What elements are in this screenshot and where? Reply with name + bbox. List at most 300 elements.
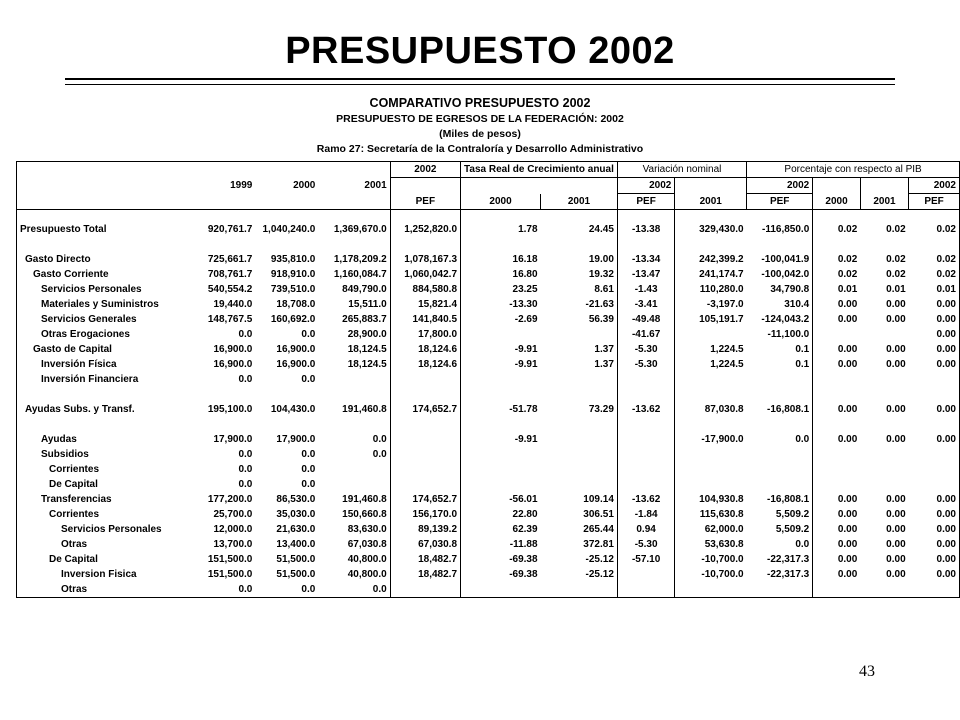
table-units: (Miles de pesos) — [439, 128, 521, 140]
table-cell: 739,510.0 — [270, 284, 316, 295]
row-label: Ayudas — [17, 432, 185, 447]
table-cell: -13.38 — [617, 222, 674, 237]
table-cell: 0.00 — [909, 402, 960, 417]
table-cell: 0.00 — [886, 524, 906, 535]
table-cell: 0.00 — [886, 509, 906, 520]
table-cell: 849,790.0 — [318, 282, 390, 297]
table-cell: 0.0 — [747, 537, 813, 552]
title-rule-thick — [65, 78, 895, 80]
header-2000: 2000 — [293, 180, 316, 191]
table-cell: 0.0 — [238, 329, 253, 340]
table-cell: 0.00 — [909, 537, 960, 552]
table-cell: 0.00 — [837, 509, 858, 520]
table-cell: 1.78 — [518, 224, 538, 235]
table-cell: 0.00 — [886, 434, 906, 445]
table-cell: 1,252,820.0 — [390, 222, 460, 237]
spacer-cell — [909, 417, 960, 432]
row-label: Inversión Física — [17, 357, 185, 372]
table-cell: 0.00 — [909, 552, 960, 567]
table-cell: 25,700.0 — [213, 509, 253, 520]
table-cell: -5.30 — [617, 537, 674, 552]
spacer-cell — [860, 387, 908, 402]
table-cell: 174,652.7 — [390, 402, 460, 417]
row-label: Servicios Personales — [17, 522, 185, 537]
table-row — [17, 342, 960, 357]
header-pib-2000: 2000 — [813, 194, 861, 210]
table-cell: 0.00 — [837, 314, 858, 325]
table-cell: -9.91 — [514, 434, 538, 445]
table-cell: 109.14 — [541, 492, 618, 507]
table-cell — [909, 462, 960, 477]
table-cell: 191,460.8 — [318, 492, 390, 507]
row-label: Otras Erogaciones — [17, 327, 185, 342]
row-label: Gasto de Capital — [17, 342, 185, 357]
table-cell: -41.67 — [617, 327, 674, 342]
table-cell: 16,900.0 — [276, 359, 316, 370]
row-label: Servicios Generales — [17, 312, 185, 327]
table-cell: 0.00 — [837, 299, 858, 310]
table-cell: 0.02 — [909, 267, 960, 282]
table-cell: 540,554.2 — [207, 284, 253, 295]
table-cell — [318, 462, 390, 477]
table-row — [17, 567, 960, 582]
row-label: Gasto Directo — [17, 252, 185, 267]
table-cell: -3.41 — [617, 297, 674, 312]
spacer-cell — [255, 237, 318, 252]
table-cell: 87,030.8 — [704, 404, 744, 415]
table-cell — [675, 582, 747, 598]
table-cell: 156,170.0 — [390, 507, 460, 522]
table-cell: 0.00 — [886, 359, 906, 370]
row-label: De Capital — [17, 477, 185, 492]
table-cell: 22.80 — [512, 509, 538, 520]
table-cell — [747, 582, 813, 598]
row-label: Gasto Corriente — [17, 267, 185, 282]
table-cell: -21.63 — [541, 297, 618, 312]
table-cell: 0.0 — [238, 479, 253, 490]
table-cell — [390, 432, 460, 447]
table-cell: 329,430.0 — [699, 224, 744, 235]
table-cell — [747, 477, 813, 492]
table-cell — [390, 477, 460, 492]
table-cell: 1,224.5 — [710, 344, 744, 355]
header-var-2002: 2002 — [747, 178, 813, 194]
row-label: Inversión Financiera — [17, 372, 185, 387]
table-cell: 0.00 — [837, 539, 858, 550]
table-cell: 18,124.5 — [318, 342, 390, 357]
table-row — [17, 312, 960, 327]
table-cell: 0.01 — [909, 282, 960, 297]
table-cell: 151,500.0 — [207, 569, 253, 580]
table-cell: 0.00 — [886, 569, 906, 580]
table-cell — [541, 372, 618, 387]
table-cell — [318, 477, 390, 492]
table-cell: 0.00 — [886, 539, 906, 550]
table-cell: 19.32 — [541, 267, 618, 282]
header-2001: 2001 — [318, 178, 390, 194]
row-label: De Capital — [17, 552, 185, 567]
spacer-cell — [318, 237, 390, 252]
table-cell: 0.00 — [837, 434, 858, 445]
spacer-cell — [675, 387, 747, 402]
header-2002: 2002 — [390, 162, 460, 178]
table-cell: 0.02 — [909, 252, 960, 267]
table-cell: 0.0 — [318, 582, 390, 598]
spacer-cell — [617, 237, 674, 252]
row-label: Transferencias — [17, 492, 185, 507]
spacer-cell — [541, 387, 618, 402]
table-cell: -13.62 — [617, 402, 674, 417]
header-pib-2001: 2001 — [860, 194, 908, 210]
table-cell: 174,652.7 — [390, 492, 460, 507]
spacer-cell — [461, 417, 541, 432]
table-cell: 935,810.0 — [270, 254, 316, 265]
table-cell: 17,900.0 — [276, 434, 316, 445]
spacer-cell — [390, 237, 460, 252]
table-cell: 725,661.7 — [207, 254, 253, 265]
table-row — [17, 372, 960, 387]
table-cell: 0.00 — [837, 569, 858, 580]
table-cell — [860, 447, 908, 462]
table-cell: 67,030.8 — [318, 537, 390, 552]
table-cell: 191,460.8 — [318, 402, 390, 417]
table-cell: 115,630.8 — [699, 509, 744, 520]
table-cell: 40,800.0 — [318, 567, 390, 582]
table-cell: 18,482.7 — [390, 567, 460, 582]
table-cell: 0.0 — [238, 464, 253, 475]
table-cell — [461, 372, 541, 387]
table-cell: 17,900.0 — [213, 434, 253, 445]
table-cell: 0.00 — [837, 494, 858, 505]
table-cell: 0.02 — [886, 224, 906, 235]
table-cell: 0.00 — [886, 314, 906, 325]
table-row — [17, 297, 960, 312]
table-row — [17, 357, 960, 372]
spacer-cell — [17, 387, 185, 402]
table-cell: 372.81 — [541, 537, 618, 552]
table-row — [17, 222, 960, 237]
spacer-cell — [860, 417, 908, 432]
spacer-cell — [541, 237, 618, 252]
table-cell — [675, 447, 747, 462]
header-pef: PEF — [390, 194, 460, 210]
header-gap-row — [17, 210, 960, 223]
table-cell — [813, 372, 861, 387]
spacer-cell — [461, 237, 541, 252]
spacer-cell — [909, 237, 960, 252]
table-cell: 16,900.0 — [213, 359, 253, 370]
table-cell: -69.38 — [509, 569, 538, 580]
table-cell: 16.18 — [512, 254, 538, 265]
table-cell: 0.00 — [886, 299, 906, 310]
table-cell — [390, 447, 460, 462]
table-row — [17, 462, 960, 477]
header-1999: 1999 — [230, 180, 253, 191]
spacer-row — [17, 417, 960, 432]
row-label: Corrientes — [17, 507, 185, 522]
spacer-cell — [813, 387, 861, 402]
table-cell: -13.34 — [617, 252, 674, 267]
table-cell: 177,200.0 — [207, 494, 253, 505]
spacer-cell — [813, 237, 861, 252]
table-cell: -10,700.0 — [701, 569, 744, 580]
table-cell: -1.43 — [617, 282, 674, 297]
table-cell: 0.00 — [837, 344, 858, 355]
header-row-groups — [17, 162, 960, 178]
spacer-cell — [255, 387, 318, 402]
table-cell: 0.01 — [837, 284, 858, 295]
table-cell: 0.02 — [909, 222, 960, 237]
table-cell: 708,761.7 — [207, 269, 253, 280]
table-cell: -5.30 — [617, 342, 674, 357]
table-cell: 0.00 — [909, 312, 960, 327]
spacer-cell — [17, 417, 185, 432]
table-cell: 920,761.7 — [207, 224, 253, 235]
table-cell: 241,174.7 — [699, 269, 744, 280]
table-cell — [541, 462, 618, 477]
table-cell: 17,800.0 — [390, 327, 460, 342]
table-cell: -100,042.0 — [747, 267, 813, 282]
table-cell: 0.0 — [301, 464, 316, 475]
table-cell: 0.0 — [318, 432, 390, 447]
table-row — [17, 282, 960, 297]
slide-title: PRESUPUESTO 2002 — [285, 30, 675, 72]
table-cell: 0.00 — [909, 522, 960, 537]
table-cell: 19.00 — [541, 252, 618, 267]
header-row-years — [17, 178, 960, 194]
table-cell: 105,191.7 — [699, 314, 744, 325]
title-rule-thin — [65, 84, 895, 85]
header-tasa: Tasa Real de Crecimiento anual — [461, 162, 618, 178]
spacer-cell — [461, 387, 541, 402]
table-row — [17, 522, 960, 537]
table-cell: 0.00 — [886, 554, 906, 565]
table-row — [17, 507, 960, 522]
header-tasa-2000: 2000 — [461, 194, 541, 210]
row-label: Otras — [17, 537, 185, 552]
table-cell: 51,500.0 — [276, 554, 316, 565]
table-cell: 0.02 — [837, 269, 858, 280]
table-cell: -10,700.0 — [701, 554, 744, 565]
table-cell: 0.0 — [185, 582, 256, 598]
table-cell: 0.01 — [886, 284, 906, 295]
table-cell: -69.38 — [509, 554, 538, 565]
table-cell: 104,430.0 — [270, 404, 316, 415]
table-cell: 0.02 — [886, 269, 906, 280]
table-cell: 13,700.0 — [213, 539, 253, 550]
table-cell: 0.00 — [909, 492, 960, 507]
table-cell: -2.69 — [514, 314, 538, 325]
row-label: Servicios Personales — [17, 282, 185, 297]
table-cell — [541, 432, 618, 447]
table-row — [17, 432, 960, 447]
table-cell — [813, 582, 861, 598]
table-cell — [909, 372, 960, 387]
table-cell: 0.0 — [318, 447, 390, 462]
table-cell — [675, 462, 747, 477]
header-tasa-pef: PEF — [617, 194, 674, 210]
table-cell: 56.39 — [541, 312, 618, 327]
table-cell: -3,197.0 — [706, 299, 744, 310]
row-label: Ayudas Subs. y Transf. — [17, 402, 185, 417]
table-cell: 104,930.8 — [699, 494, 744, 505]
spacer-cell — [318, 417, 390, 432]
table-cell: 15,821.4 — [390, 297, 460, 312]
table-cell — [813, 462, 861, 477]
spacer-row — [17, 237, 960, 252]
table-cell — [813, 327, 861, 342]
table-cell: -100,041.9 — [747, 252, 813, 267]
table-cell — [617, 582, 674, 598]
table-cell: 19,440.0 — [213, 299, 253, 310]
table-cell: 1,224.5 — [710, 359, 744, 370]
table-cell — [860, 327, 908, 342]
spacer-cell — [909, 387, 960, 402]
table-cell: 18,708.0 — [276, 299, 316, 310]
table-cell — [461, 477, 541, 492]
table-cell — [813, 447, 861, 462]
table-cell: 18,124.5 — [318, 357, 390, 372]
table-cell: 35,030.0 — [276, 509, 316, 520]
table-cell: -17,900.0 — [701, 434, 744, 445]
table-cell: -5.30 — [617, 357, 674, 372]
table-cell: -51.78 — [509, 404, 538, 415]
table-cell: -1.84 — [617, 507, 674, 522]
table-cell: 160,692.0 — [270, 314, 316, 325]
table-cell: 0.0 — [747, 432, 813, 447]
table-cell: 5,509.2 — [747, 507, 813, 522]
row-label: Materiales y Suministros — [17, 297, 185, 312]
spacer-cell — [747, 237, 813, 252]
table-cell: 51,500.0 — [276, 569, 316, 580]
table-cell — [541, 447, 618, 462]
table-cell: -11.88 — [509, 539, 538, 550]
table-cell: -13.47 — [617, 267, 674, 282]
row-label: Otras — [17, 582, 185, 598]
table-cell: 0.00 — [909, 567, 960, 582]
table-cell — [461, 462, 541, 477]
table-heading: COMPARATIVO PRESUPUESTO 2002 — [369, 96, 591, 110]
table-cell: -49.48 — [617, 312, 674, 327]
table-cell: -13.62 — [617, 492, 674, 507]
header-var-2001: 2001 — [675, 194, 747, 210]
table-cell: 62,000.0 — [704, 524, 744, 535]
table-row — [17, 402, 960, 417]
table-cell: 0.00 — [909, 297, 960, 312]
spacer-cell — [860, 237, 908, 252]
table-cell: 16.80 — [512, 269, 538, 280]
header-variacion: Variación nominal — [617, 162, 746, 178]
table-cell: 0.0 — [301, 479, 316, 490]
table-cell: 16,900.0 — [276, 344, 316, 355]
spacer-cell — [675, 237, 747, 252]
table-cell: 0.0 — [255, 582, 318, 598]
header-row-sub — [17, 194, 960, 210]
table-cell — [617, 447, 674, 462]
table-cell: 0.00 — [837, 554, 858, 565]
table-cell: 0.1 — [747, 342, 813, 357]
table-cell: 0.02 — [837, 254, 858, 265]
table-cell — [747, 372, 813, 387]
table-cell — [747, 462, 813, 477]
table-cell: 265,883.7 — [318, 312, 390, 327]
table-cell: 884,580.8 — [390, 282, 460, 297]
table-cell: 0.00 — [909, 342, 960, 357]
spacer-cell — [541, 417, 618, 432]
table-cell: 18,124.6 — [390, 357, 460, 372]
spacer-cell — [617, 417, 674, 432]
table-cell: 15,511.0 — [318, 297, 390, 312]
table-cell: 1,060,042.7 — [390, 267, 460, 282]
table-cell: 141,840.5 — [390, 312, 460, 327]
table-cell: 0.00 — [909, 327, 960, 342]
table-cell: 0.0 — [238, 449, 253, 460]
spacer-cell — [617, 387, 674, 402]
page-number: 43 — [859, 663, 875, 680]
table-cell: 0.0 — [238, 374, 253, 385]
table-cell: 73.29 — [541, 402, 618, 417]
table-cell: 28,900.0 — [318, 327, 390, 342]
table-row — [17, 447, 960, 462]
header-tasa-2002: 2002 — [617, 178, 674, 194]
table-cell: 0.00 — [886, 404, 906, 415]
table-row — [17, 327, 960, 342]
table-cell: -13.30 — [509, 299, 538, 310]
table-row — [17, 492, 960, 507]
table-cell: 34,790.8 — [747, 282, 813, 297]
table-row — [17, 267, 960, 282]
table-cell: 5,509.2 — [747, 522, 813, 537]
table-cell — [747, 447, 813, 462]
table-subheading: PRESUPUESTO DE EGRESOS DE LA FEDERACIÓN: 2002 — [336, 113, 624, 125]
table-cell — [675, 477, 747, 492]
table-cell — [617, 372, 674, 387]
table-cell: 16,900.0 — [213, 344, 253, 355]
table-cell: 1,040,240.0 — [262, 224, 316, 235]
header-porcentaje: Porcentaje con respecto al PIB — [747, 162, 960, 178]
row-label: Corrientes — [17, 462, 185, 477]
table-cell — [675, 327, 747, 342]
table-cell — [813, 477, 861, 492]
table-cell — [461, 582, 541, 598]
spacer-cell — [185, 237, 256, 252]
table-row — [17, 252, 960, 267]
table-row — [17, 582, 960, 598]
table-cell: 89,139.2 — [390, 522, 460, 537]
table-cell: 1.37 — [541, 342, 618, 357]
table-cell — [390, 582, 460, 598]
table-cell: -57.10 — [617, 552, 674, 567]
table-cell: 24.45 — [541, 222, 618, 237]
table-cell: 0.00 — [886, 494, 906, 505]
spacer-cell — [185, 417, 256, 432]
table-cell — [541, 582, 618, 598]
table-cell: -56.01 — [509, 494, 538, 505]
table-cell: 195,100.0 — [207, 404, 253, 415]
table-cell: 8.61 — [541, 282, 618, 297]
table-cell: -16,808.1 — [747, 402, 813, 417]
table-cell: 0.02 — [837, 224, 858, 235]
table-cell — [860, 582, 908, 598]
spacer-cell — [390, 387, 460, 402]
table-cell: 86,530.0 — [276, 494, 316, 505]
header-pib-pef: PEF — [909, 194, 960, 210]
table-cell: -22,317.3 — [747, 552, 813, 567]
spacer-row — [17, 387, 960, 402]
table-cell: -16,808.1 — [747, 492, 813, 507]
table-cell: 0.0 — [301, 374, 316, 385]
spacer-cell — [675, 417, 747, 432]
